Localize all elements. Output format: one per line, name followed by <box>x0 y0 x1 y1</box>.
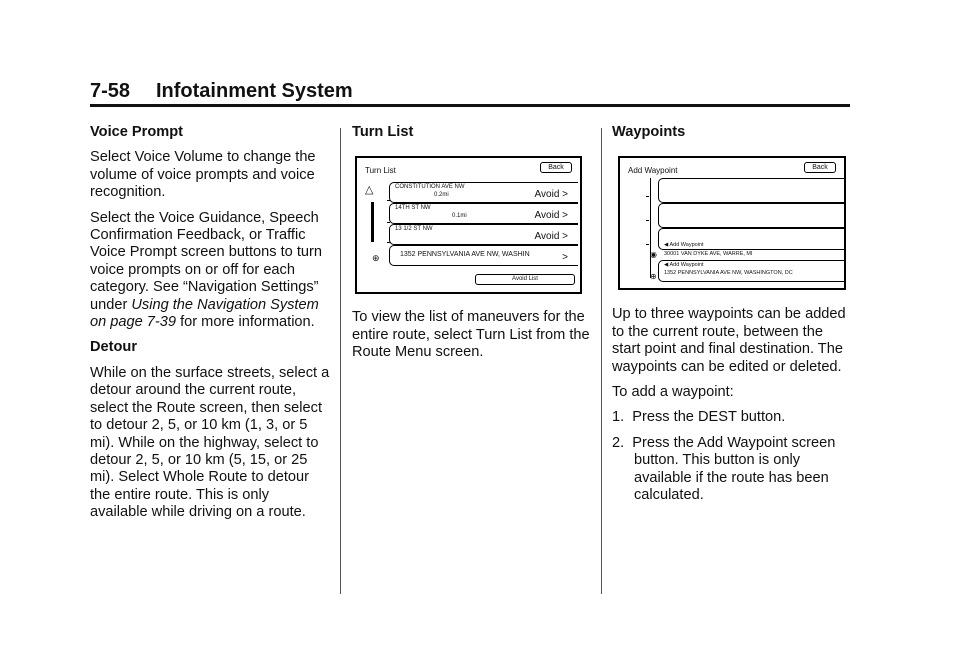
column-divider <box>340 128 341 594</box>
chevron-right-icon[interactable]: > <box>562 252 568 264</box>
waypoint-address: 30001 VAN DYKE AVE, WARRE, MI <box>664 251 753 258</box>
column-divider <box>601 128 602 594</box>
route-tick <box>646 196 649 197</box>
warning-icon: △ <box>365 184 374 197</box>
waypoint-row[interactable] <box>658 203 845 228</box>
step-text: Press the DEST button. <box>632 409 786 426</box>
avoid-button[interactable]: Avoid > <box>534 231 568 243</box>
waypoint-row[interactable] <box>658 178 845 203</box>
step-number: 1. <box>612 409 625 426</box>
add-waypoint-label: Add Waypoint <box>669 262 704 269</box>
cross-reference: Using the Navigation System on page 7-39 <box>90 296 319 331</box>
waypoint-marker-icon: ◉ <box>650 250 657 260</box>
turn-row[interactable] <box>389 182 578 203</box>
column-3 <box>612 124 852 512</box>
route-tick <box>646 220 649 221</box>
street-name: 14TH ST NW <box>395 205 431 212</box>
destination-address: 1352 PENNSYLVANIA AVE NW, WASHIN <box>400 251 530 259</box>
page-header <box>90 80 353 103</box>
figure-title: Turn List <box>365 166 396 176</box>
destination-flag-icon: ⊕ <box>650 272 657 282</box>
add-waypoint-figure <box>618 156 846 290</box>
page-number: 7-58 <box>90 80 131 102</box>
add-waypoint-button[interactable]: ◀ Add Waypoint <box>664 262 704 269</box>
waypoints-paragraph: Up to three waypoints can be added to the current route, between the start point and final destination. The waypoints can be edited or deleted. <box>612 306 846 375</box>
turn-list-paragraph: To view the list of maneuvers for the entire route, select Turn List from the Route Menu screen. <box>352 309 590 361</box>
step-1 <box>612 409 852 426</box>
detour-paragraph: While on the surface streets, select a detour around the current route, select the Route screen, then select to detour 2, 5, or 10 km (1, 3, or 5 mi). While on the highway, select to detour 2, 5, or 10 km (5, 15, or 25 mi). Select Whole Route to detour the entire route. This is only available while driving on a route. <box>90 364 330 521</box>
turn-list-heading: Turn List <box>352 124 414 140</box>
step-number: 2. <box>612 434 625 451</box>
distance: 0.2mi <box>434 192 449 199</box>
turn-list-figure <box>355 156 582 294</box>
detour-heading: Detour <box>90 339 138 356</box>
avoid-button[interactable]: Avoid > <box>534 210 568 222</box>
avoid-list-button[interactable]: Avoid List <box>475 274 575 285</box>
add-waypoint-label: Add Waypoint <box>669 242 704 249</box>
step-2 <box>612 435 852 505</box>
turn-row[interactable] <box>389 203 578 224</box>
waypoint-address: 1352 PENNSYLVANIA AVE NW, WASHINGTON, DC <box>664 270 793 277</box>
scroll-bar[interactable] <box>371 202 374 242</box>
step-text: Press the Add Waypoint screen button. This button is only available if the route has been calculated. <box>632 434 836 504</box>
waypoints-intro: To add a waypoint: <box>612 384 734 401</box>
header-rule <box>90 104 850 107</box>
waypoints-heading: Waypoints <box>612 124 686 140</box>
paragraph-text: for more information. <box>176 314 315 331</box>
avoid-button[interactable]: Avoid > <box>534 189 568 201</box>
back-button[interactable]: Back <box>804 162 836 173</box>
voice-prompt-heading: Voice Prompt <box>90 124 183 140</box>
voice-prompt-paragraph: Select Voice Volume to change the volume of voice prompts and voice recognition. <box>90 149 316 201</box>
route-tick <box>646 244 649 245</box>
figure-title: Add Waypoint <box>628 166 678 176</box>
distance: 0.1mi <box>452 213 467 220</box>
column-1 <box>90 124 330 530</box>
turn-row[interactable] <box>389 224 578 245</box>
add-waypoint-button[interactable]: ◀ Add Waypoint <box>664 242 704 249</box>
street-name: 13 1/2 ST NW <box>395 226 433 233</box>
chapter-title: Infotainment System <box>156 80 353 102</box>
destination-row[interactable] <box>372 245 578 266</box>
destination-flag-icon: ⊕ <box>372 253 380 264</box>
voice-prompt-paragraph-2 <box>90 210 330 332</box>
back-button[interactable]: Back <box>540 162 572 173</box>
paragraph-text: Select the Voice Guidance, Speech Confirmation Feedback, or Traffic Voice Prompt screen buttons to turn voice prompts on or off for each category. See “Navigation Settings” under <box>90 209 323 313</box>
column-2 <box>352 124 597 370</box>
street-name: CONSTITUTION AVE NW <box>395 184 465 191</box>
